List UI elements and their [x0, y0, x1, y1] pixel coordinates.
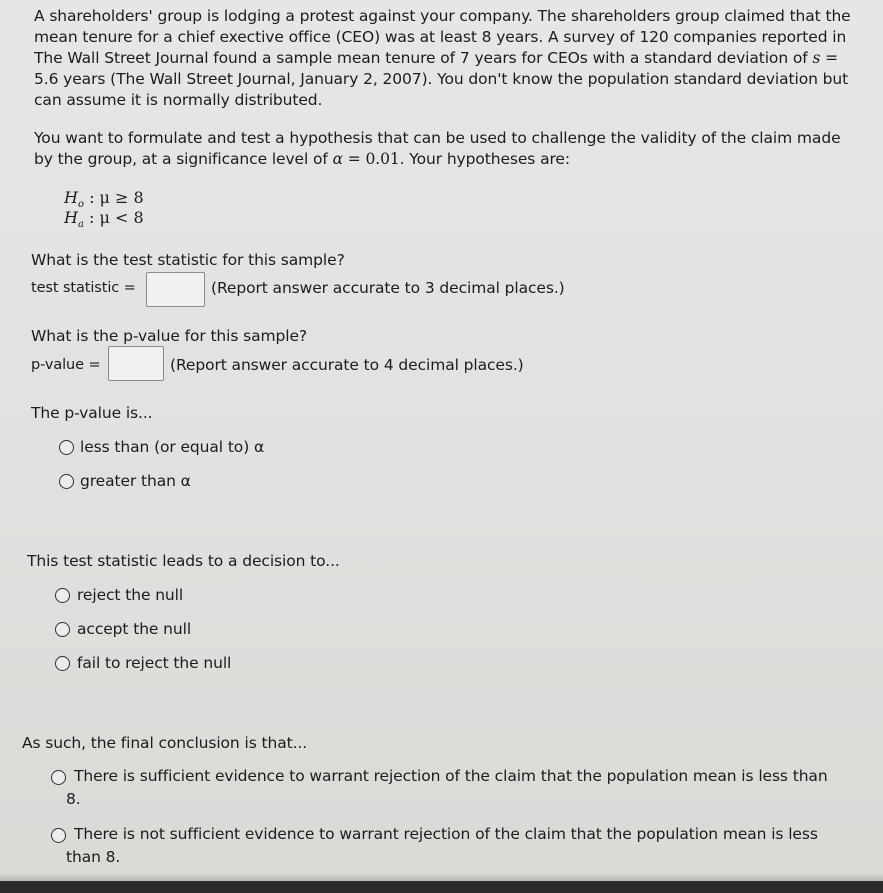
- ha-relation: : μ < 8: [83, 208, 144, 227]
- radio-greater-than-alpha[interactable]: [59, 474, 74, 489]
- alternative-hypothesis: [64, 208, 144, 230]
- h0-relation: : μ ≥ 8: [83, 188, 144, 207]
- decision-question: This test statistic leads to a decision to...: [27, 552, 340, 570]
- intro-line-4: 5.6 years (The Wall Street Journal, January 2, 2007). You don't know the population standard deviation but: [34, 70, 849, 88]
- test-statistic-label: test statistic =: [31, 280, 136, 296]
- intro-line-5: can assume it is normally distributed.: [34, 91, 323, 109]
- task-line-1: You want to formulate and test a hypothesis that can be used to challenge the validity of the claim made: [34, 129, 841, 147]
- bottom-shadow: [0, 873, 883, 881]
- option-not-sufficient-evidence-line-1[interactable]: There is not sufficient evidence to warrant rejection of the claim that the population mean is less: [74, 825, 818, 843]
- null-hypothesis: [64, 188, 144, 210]
- p-value-input[interactable]: [108, 346, 164, 381]
- option-reject-null[interactable]: reject the null: [77, 586, 184, 604]
- task-line-2-pre: by the group, at a significance level of: [34, 150, 333, 168]
- alpha-value: 0.01: [365, 150, 400, 168]
- bottom-edge-bar: [0, 881, 883, 893]
- radio-fail-to-reject-null[interactable]: [55, 656, 70, 671]
- h0-letter: H: [64, 188, 78, 207]
- test-statistic-input[interactable]: [146, 272, 205, 307]
- task-line-2: [34, 149, 570, 170]
- test-statistic-question: What is the test statistic for this sample?: [31, 251, 345, 269]
- sd-equals: =: [820, 49, 839, 67]
- option-sufficient-evidence-line-2[interactable]: 8.: [66, 790, 81, 808]
- task-line-2-post: . Your hypotheses are:: [399, 150, 570, 168]
- option-less-than-alpha[interactable]: less than (or equal to) α: [80, 438, 265, 456]
- radio-less-than-alpha[interactable]: [59, 440, 74, 455]
- option-not-sufficient-evidence-line-2[interactable]: than 8.: [66, 848, 121, 866]
- radio-not-sufficient-evidence[interactable]: [51, 828, 66, 843]
- radio-accept-null[interactable]: [55, 622, 70, 637]
- radio-reject-null[interactable]: [55, 588, 70, 603]
- ha-subscript: a: [77, 219, 84, 231]
- alpha-equals: =: [342, 150, 366, 168]
- p-value-label: p-value =: [31, 357, 101, 373]
- intro-line-3: [34, 48, 838, 69]
- intro-line-1: A shareholders' group is lodging a protest against your company. The shareholders group claimed that the: [34, 7, 851, 25]
- test-statistic-note: (Report answer accurate to 3 decimal places.): [211, 279, 565, 297]
- alpha-symbol: α: [332, 150, 343, 168]
- option-fail-to-reject-null[interactable]: fail to reject the null: [77, 654, 232, 672]
- p-value-note: (Report answer accurate to 4 decimal places.): [170, 356, 524, 374]
- conclusion-question: As such, the final conclusion is that...: [22, 734, 308, 752]
- p-value-question: What is the p-value for this sample?: [31, 327, 308, 345]
- radio-sufficient-evidence[interactable]: [51, 770, 66, 785]
- h0-subscript: o: [77, 199, 84, 211]
- intro-line-3-text: The Wall Street Journal found a sample mean tenure of 7 years for CEOs with a standard deviation of: [34, 49, 808, 67]
- option-greater-than-alpha[interactable]: greater than α: [80, 472, 191, 490]
- pvalue-compare-question: The p-value is...: [31, 404, 153, 422]
- intro-line-2: mean tenure for a chief exective office (CEO) was at least 8 years. A survey of 120 companies reported in: [34, 28, 847, 46]
- ha-letter: H: [64, 208, 78, 227]
- sd-symbol: s: [812, 49, 821, 67]
- option-sufficient-evidence-line-1[interactable]: There is sufficient evidence to warrant rejection of the claim that the population mean is less than: [74, 767, 828, 785]
- option-accept-null[interactable]: accept the null: [77, 620, 192, 638]
